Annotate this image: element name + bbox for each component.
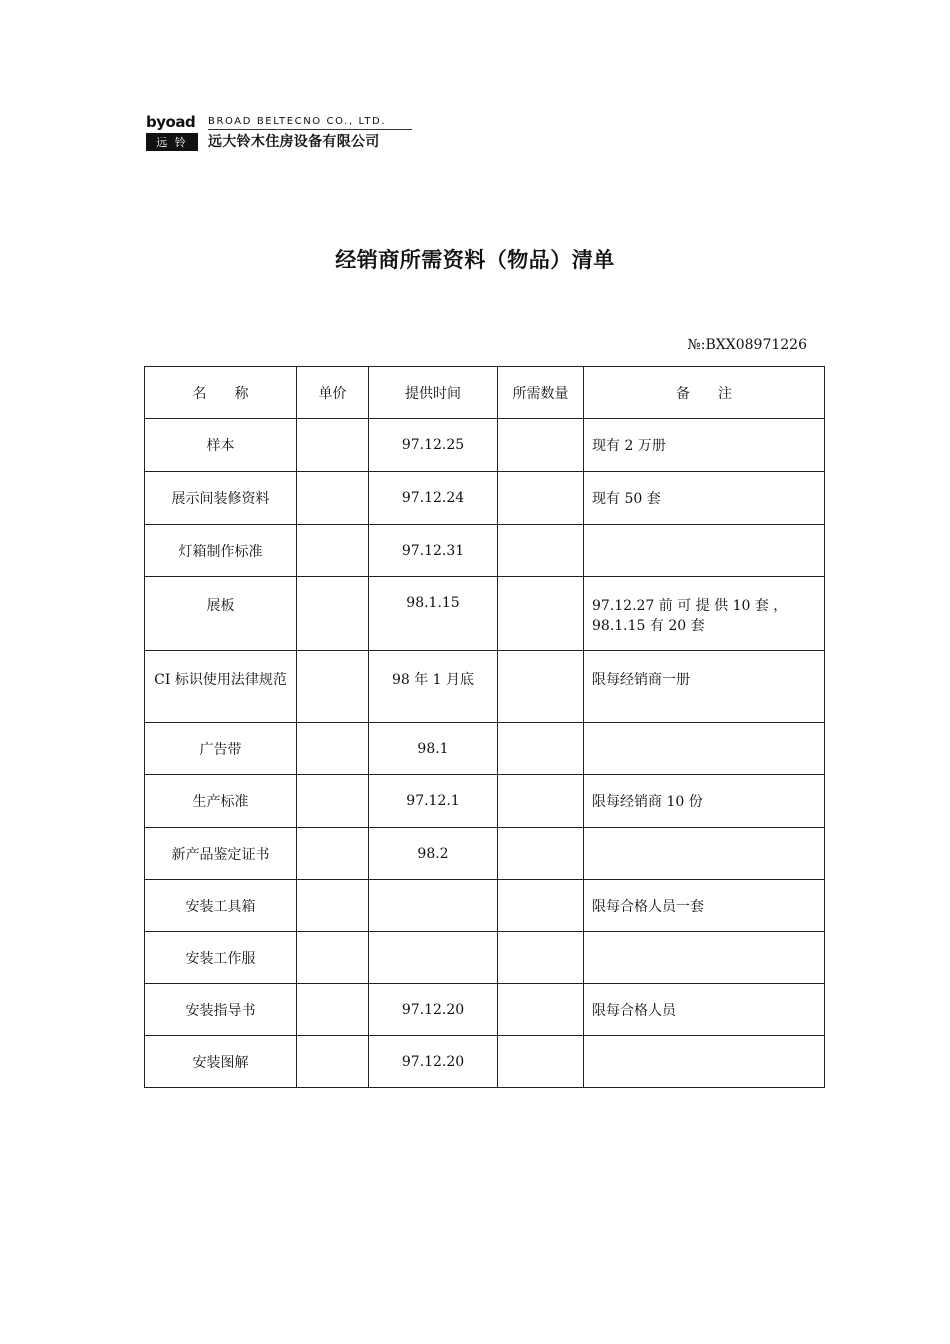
header-quantity: 所需数量	[498, 367, 584, 419]
cell-price	[297, 1036, 369, 1088]
cell-note: 限每经销商一册	[584, 651, 825, 723]
cell-date: 97.12.20	[369, 984, 498, 1036]
cell-name: 生产标准	[145, 775, 297, 828]
cell-note: 限每合格人员一套	[584, 880, 825, 932]
cell-name: CI 标识使用法律规范	[145, 651, 297, 723]
cell-price	[297, 828, 369, 880]
cell-name: 新产品鉴定证书	[145, 828, 297, 880]
cell-note: 现有 2 万册	[584, 419, 825, 472]
cell-date: 97.12.24	[369, 472, 498, 525]
table-row	[145, 775, 825, 828]
document-number: №:BXX08971226	[687, 337, 807, 353]
cell-quantity	[498, 932, 584, 984]
header-note: 备注	[584, 367, 825, 419]
cell-name: 展示间装修资料	[145, 472, 297, 525]
table-row	[145, 419, 825, 472]
table-row	[145, 984, 825, 1036]
logo-english-name: BROAD BELTECNO CO., LTD.	[208, 116, 387, 127]
cell-price	[297, 932, 369, 984]
cell-note	[584, 932, 825, 984]
cell-price	[297, 984, 369, 1036]
cell-quantity	[498, 472, 584, 525]
cell-note	[584, 525, 825, 577]
cell-date	[369, 880, 498, 932]
cell-quantity	[498, 828, 584, 880]
table-row	[145, 723, 825, 775]
cell-name: 安装指导书	[145, 984, 297, 1036]
cell-price	[297, 525, 369, 577]
cell-name: 展板	[145, 577, 297, 651]
cell-note: 现有 50 套	[584, 472, 825, 525]
cell-price	[297, 419, 369, 472]
company-logo	[146, 114, 416, 154]
logo-brand: byoad	[146, 113, 196, 131]
table-row	[145, 932, 825, 984]
cell-quantity	[498, 775, 584, 828]
table-row	[145, 880, 825, 932]
table-header-row	[145, 367, 825, 419]
cell-note: 97.12.27 前 可 提 供 10 套 ， 98.1.15 有 20 套	[584, 577, 825, 651]
header-name: 名称	[145, 367, 297, 419]
cell-date: 97.12.25	[369, 419, 498, 472]
cell-note	[584, 1036, 825, 1088]
logo-badge: 远 铃	[146, 133, 198, 151]
header-date: 提供时间	[369, 367, 498, 419]
cell-quantity	[498, 419, 584, 472]
table-row	[145, 828, 825, 880]
cell-note: 限每经销商 10 份	[584, 775, 825, 828]
document-title: 经销商所需资料（物品）清单	[335, 248, 615, 272]
cell-quantity	[498, 1036, 584, 1088]
cell-price	[297, 472, 369, 525]
cell-price	[297, 651, 369, 723]
logo-divider	[208, 129, 412, 130]
table-row	[145, 472, 825, 525]
table-row	[145, 577, 825, 651]
cell-price	[297, 880, 369, 932]
cell-date: 98 年 1 月底	[369, 651, 498, 723]
cell-quantity	[498, 723, 584, 775]
table-row	[145, 525, 825, 577]
cell-date: 98.1.15	[369, 577, 498, 651]
cell-name: 安装图解	[145, 1036, 297, 1088]
cell-date: 97.12.1	[369, 775, 498, 828]
cell-name: 灯箱制作标准	[145, 525, 297, 577]
cell-name: 广告带	[145, 723, 297, 775]
cell-date	[369, 932, 498, 984]
cell-price	[297, 775, 369, 828]
cell-name: 安装工作服	[145, 932, 297, 984]
table-row	[145, 651, 825, 723]
cell-note	[584, 723, 825, 775]
cell-name: 安装工具箱	[145, 880, 297, 932]
cell-quantity	[498, 525, 584, 577]
cell-date: 97.12.20	[369, 1036, 498, 1088]
materials-table	[144, 366, 825, 1088]
cell-quantity	[498, 984, 584, 1036]
cell-quantity	[498, 880, 584, 932]
cell-quantity	[498, 577, 584, 651]
cell-name: 样本	[145, 419, 297, 472]
cell-date: 98.2	[369, 828, 498, 880]
cell-note: 限每合格人员	[584, 984, 825, 1036]
cell-price	[297, 577, 369, 651]
cell-note	[584, 828, 825, 880]
header-price: 单价	[297, 367, 369, 419]
cell-price	[297, 723, 369, 775]
table-row	[145, 1036, 825, 1088]
cell-quantity	[498, 651, 584, 723]
cell-date: 98.1	[369, 723, 498, 775]
cell-date: 97.12.31	[369, 525, 498, 577]
logo-chinese-name: 远大铃木住房设备有限公司	[208, 134, 380, 150]
